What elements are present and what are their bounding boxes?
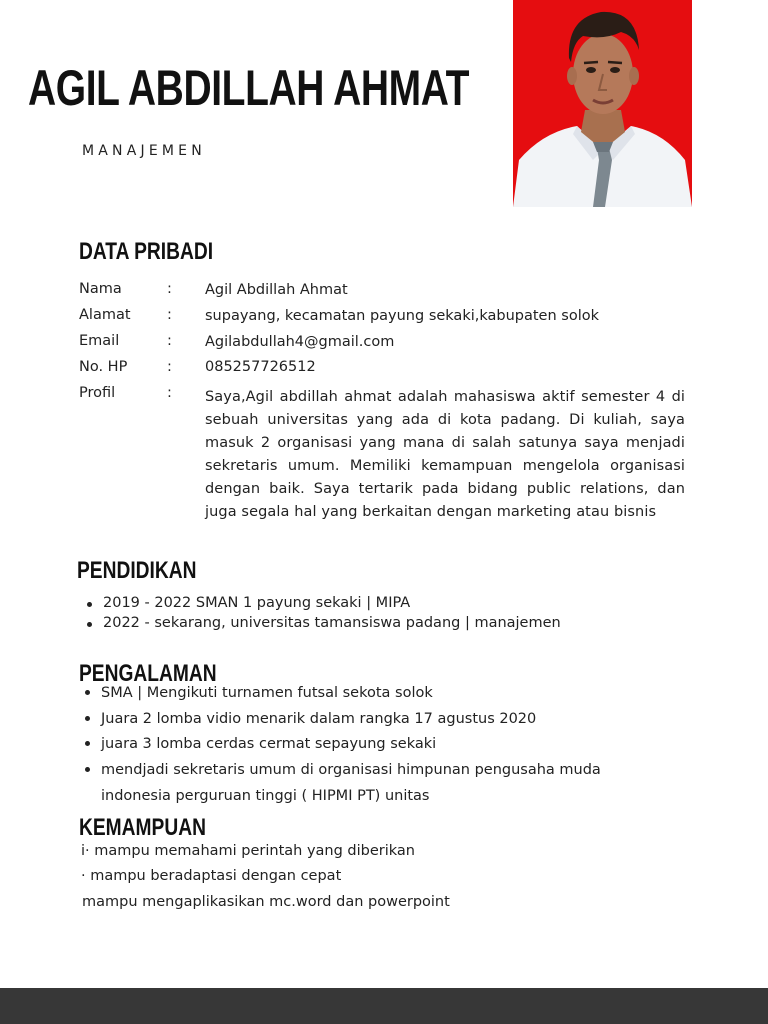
resume-subtitle: MANAJEMEN: [82, 143, 206, 159]
list-item: Juara 2 lomba vidio menarik dalam rangka 17 agustus 2020: [101, 707, 601, 733]
value-alamat: supayang, kecamatan payung sekaki,kabupaten solok: [205, 308, 599, 324]
colon: :: [167, 359, 172, 375]
section-heading-skills: KEMAMPUAN: [79, 814, 206, 841]
footer-bar: [0, 988, 768, 1024]
list-item: SMA | Mengikuti turnamen futsal sekota solok: [101, 681, 601, 707]
portrait-illustration: [513, 0, 692, 207]
value-nama: Agil Abdillah Ahmat: [205, 282, 348, 298]
profile-photo: [513, 0, 692, 207]
colon: :: [167, 385, 172, 401]
list-item: mendjadi sekretaris umum di organisasi himpunan pengusaha muda: [101, 758, 601, 784]
value-profil: Saya,Agil abdillah ahmat adalah mahasiswa aktif semester 4 di sebuah universitas yang ada di kota padang. Di kuliah, saya masuk 2 organisasi yang mana di salah satunya saya menjadi sekretaris umum. Memiliki kemampuan mengelola organisasi dengan baik. Saya tertarik pada bidang public relations, dan juga segala hal yang berkaitan dengan marketing atau bisnis: [205, 389, 685, 520]
section-heading-experience: PENGALAMAN: [79, 660, 217, 687]
section-heading-personal: DATA PRIBADI: [79, 238, 214, 265]
section-heading-education: PENDIDIKAN: [77, 557, 197, 584]
label-phone: No. HP: [79, 359, 128, 375]
list-item: 2019 - 2022 SMAN 1 payung sekaki | MIPA: [103, 593, 561, 613]
resume-name-title: AGIL ABDILLAH AHMAT: [28, 60, 470, 116]
experience-list: [101, 681, 601, 783]
skill-item: i· mampu memahami perintah yang diberikan: [81, 843, 415, 859]
list-item: 2022 - sekarang, universitas tamansiswa padang | manajemen: [103, 615, 561, 631]
value-phone: 085257726512: [205, 359, 316, 375]
colon: :: [167, 281, 172, 297]
label-nama: Nama: [79, 281, 122, 297]
label-profil: Profil: [79, 385, 116, 401]
skill-item: · mampu beradaptasi dengan cepat: [81, 868, 342, 884]
label-email: Email: [79, 333, 120, 349]
value-email: Agilabdullah4@gmail.com: [205, 334, 395, 350]
colon: :: [167, 307, 172, 323]
list-item: juara 3 lomba cerdas cermat sepayung sekaki: [101, 732, 601, 758]
skill-item: mampu mengaplikasikan mc.word dan powerpoint: [82, 894, 450, 910]
colon: :: [167, 333, 172, 349]
education-list: [103, 593, 561, 633]
list-item-continuation: indonesia perguruan tinggi ( HIPMI PT) unitas: [101, 788, 430, 804]
label-alamat: Alamat: [79, 307, 131, 323]
